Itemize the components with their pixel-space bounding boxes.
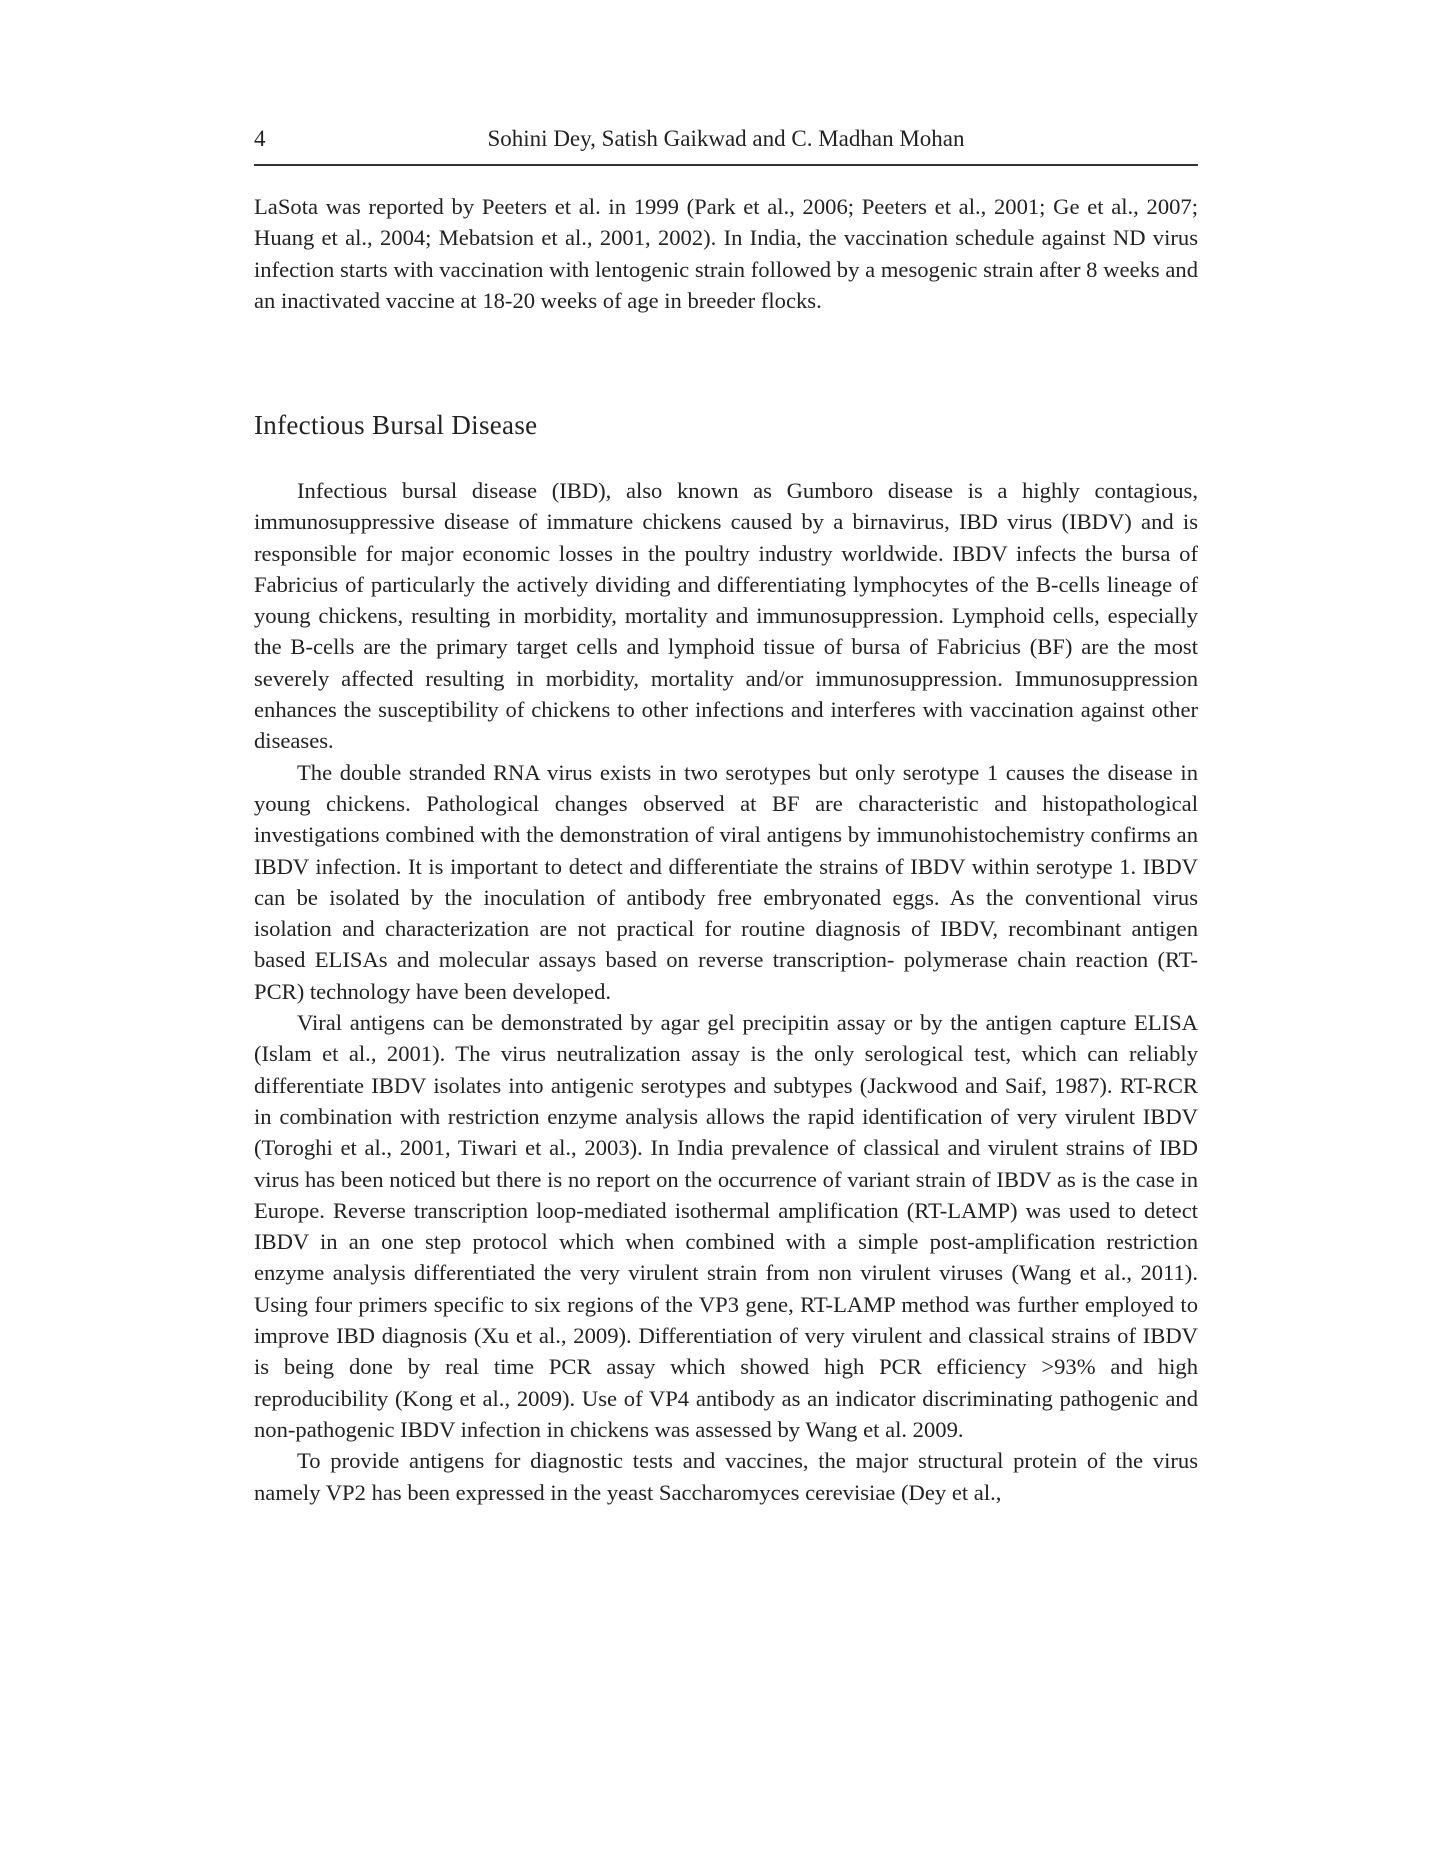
- continued-paragraph: LaSota was reported by Peeters et al. in 1999 (Park et al., 2006; Peeters et al., 2001; Ge et al., 2007; Huang et al., 2004; Mebatsion et al., 2001, 2002). In India, the vaccination schedule against ND virus infection starts with vaccination with lentogenic strain followed by a mesogenic strain after 8 weeks and an inactivated vaccine at 18-20 weeks of age in breeder flocks.: [254, 194, 1198, 313]
- page-number: 4: [254, 126, 266, 151]
- paragraph-ibd-intro: Infectious bursal disease (IBD), also known as Gumboro disease is a highly contagious, immunosuppressive disease of immature chickens caused by a birnavirus, IBD virus (IBDV) and is responsible for major economic losses in the poultry industry worldwide. IBDV infects the bursa of Fabricius of particularly the actively dividing and differentiating lymphocytes of the B-cells lineage of young chickens, resulting in morbidity, mortality and immunosuppression. Lymphoid cells, especially the B-cells are the primary target cells and lymphoid tissue of bursa of Fabricius (BF) are the most severely affected resulting in morbidity, mortality and/or immunosuppression. Immunosuppression enhances the susceptibility of chickens to other infections and interferes with vaccination against other diseases.: [254, 478, 1198, 754]
- paragraph-vp2-expression: To provide antigens for diagnostic tests and vaccines, the major structural protein of the virus namely VP2 has been expressed in the yeast Saccharomyces cerevisiae (Dey et al.,: [254, 1448, 1198, 1505]
- header-authors: Sohini Dey, Satish Gaikwad and C. Madhan Mohan: [487, 126, 965, 151]
- paragraph-viral-antigens: Viral antigens can be demonstrated by agar gel precipitin assay or by the antigen capture ELISA (Islam et al., 2001). The virus neutralization assay is the only serological test, which can reliably differentiate IBDV isolates into antigenic serotypes and subtypes (Jackwood and Saif, 1987). RT-RCR in combination with restriction enzyme analysis allows the rapid identification of very virulent IBDV (Toroghi et al., 2001, Tiwari et al., 2003). In India prevalence of classical and virulent strains of IBD virus has been noticed but there is no report on the occurrence of variant strain of IBDV as is the case in Europe. Reverse transcription loop-mediated isothermal amplification (RT-LAMP) was used to detect IBDV in an one step protocol which when combined with a simple post-amplification restriction enzyme analysis differentiated the very virulent strain from non virulent viruses (Wang et al., 2011). Using four primers specific to six regions of the VP3 gene, RT-LAMP method was further employed to improve IBD diagnosis (Xu et al., 2009). Differentiation of very virulent and classical strains of IBDV is being done by real time PCR assay which showed high PCR efficiency >93% and high reproducibility (Kong et al., 2009). Use of VP4 antibody as an indicator discriminating pathogenic and non-pathogenic IBDV infection in chickens was assessed by Wang et al. 2009.: [254, 1010, 1198, 1442]
- running-header: [254, 124, 1198, 166]
- section-body: [254, 475, 1198, 1508]
- section-heading: Infectious Bursal Disease: [254, 410, 538, 440]
- paragraph-serotypes: The double stranded RNA virus exists in two serotypes but only serotype 1 causes the disease in young chickens. Pathological changes observed at BF are characteristic and histopathological investigations combined with the demonstration of viral antigens by immunohistochemistry confirms an IBDV infection. It is important to detect and differentiate the strains of IBDV within serotype 1. IBDV can be isolated by the inoculation of antibody free embryonated eggs. As the conventional virus isolation and characterization are not practical for routine diagnosis of IBDV, recombinant antigen based ELISAs and molecular assays based on reverse transcription- polymerase chain reaction (RT-PCR) technology have been developed.: [254, 759, 1198, 1004]
